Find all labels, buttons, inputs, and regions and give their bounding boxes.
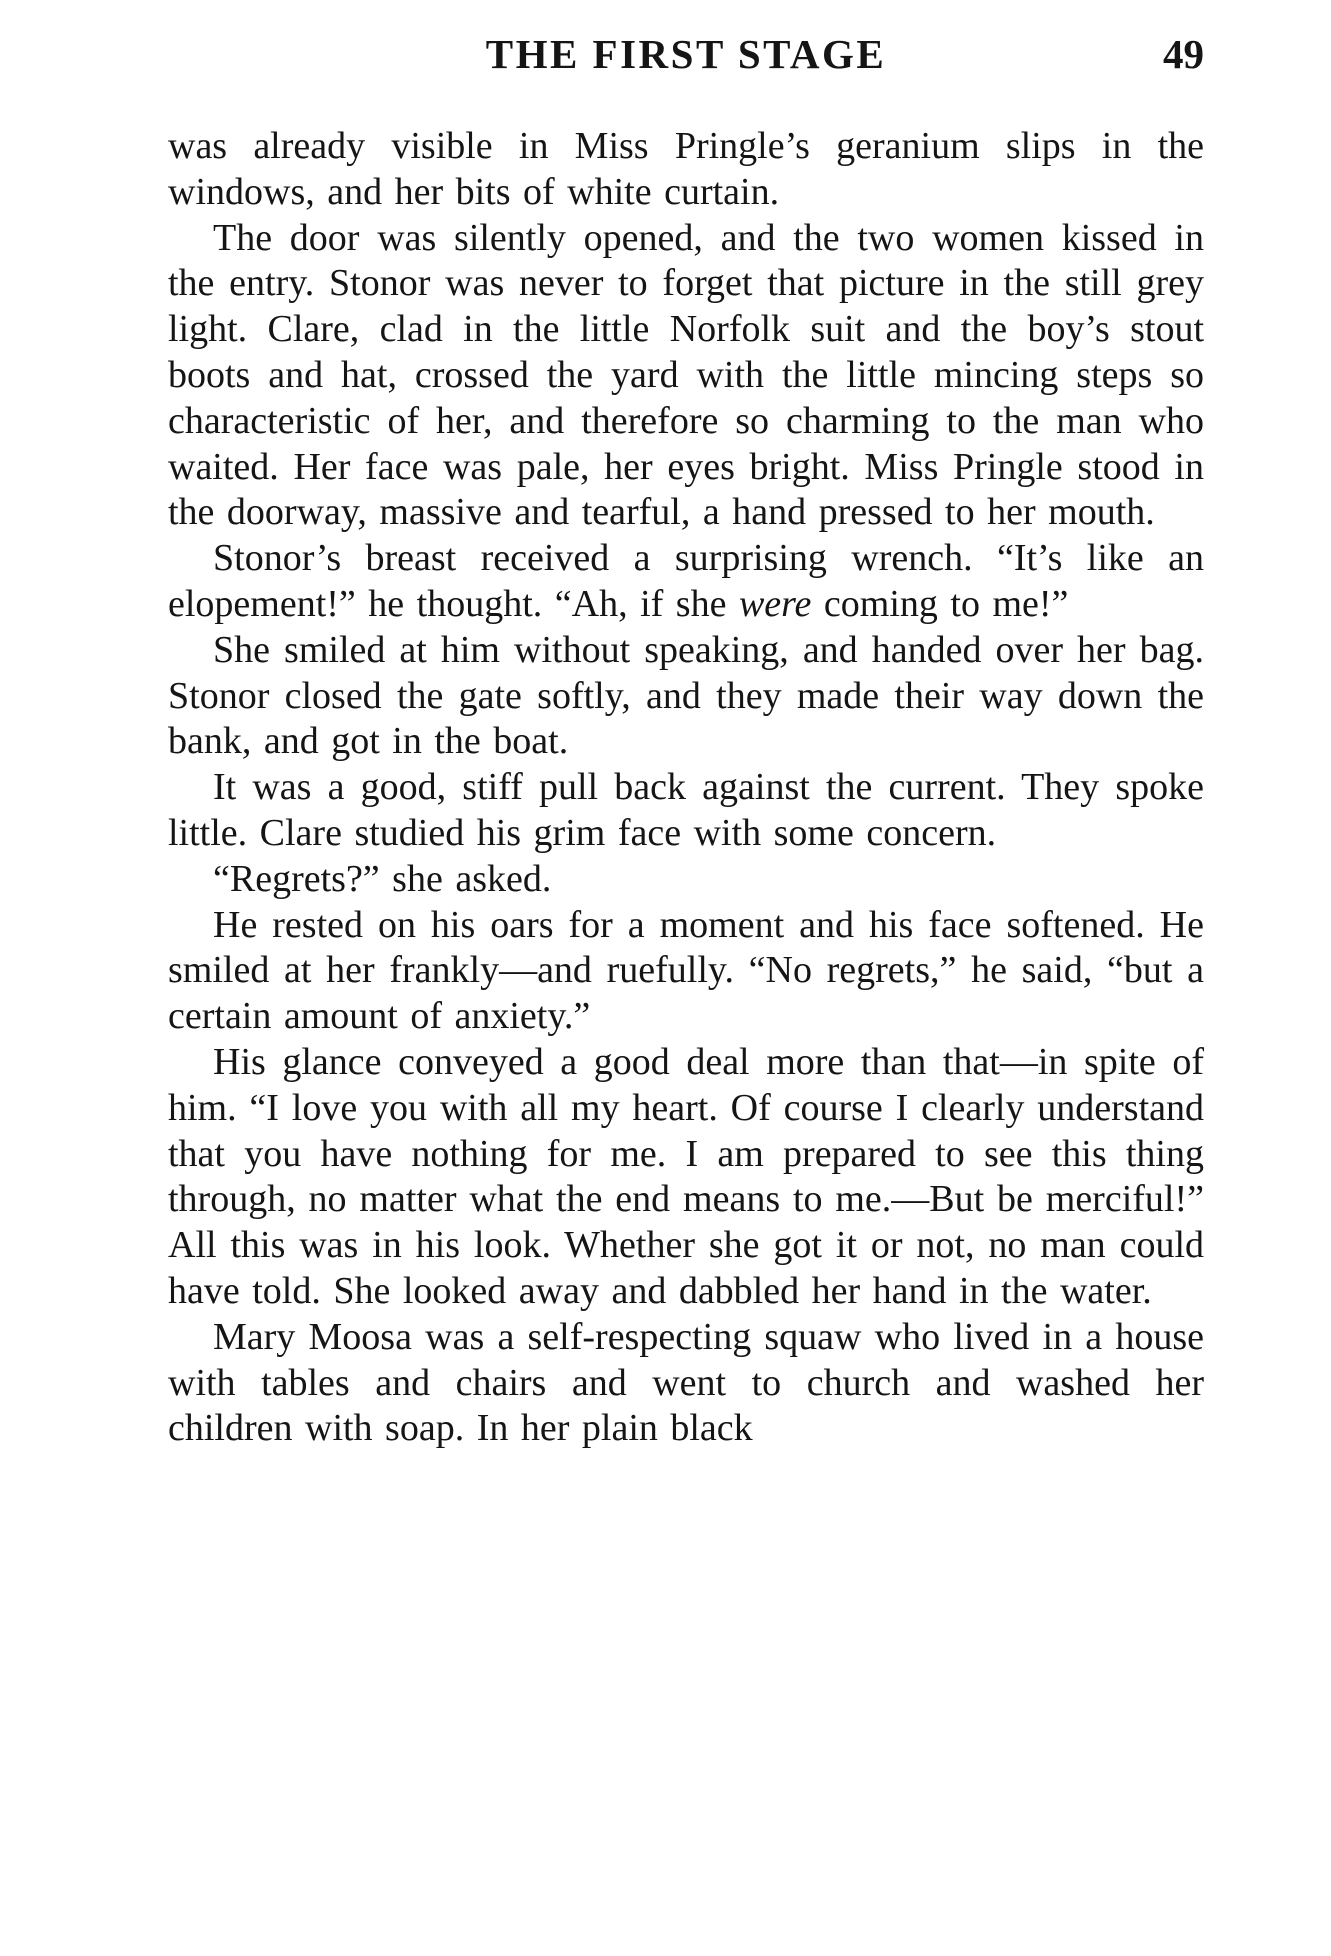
body-text [168, 124, 1204, 1452]
paragraph-elopement [168, 536, 1204, 628]
paragraph: Mary Moosa was a self-respecting squaw who lived in a house with tables and chairs and went to church and washed her children with soap. In her plain black [168, 1315, 1204, 1450]
page-header [168, 28, 1204, 88]
page-number: 49 [1163, 31, 1204, 77]
emphasis-text: were [738, 582, 812, 625]
paragraph: She smiled at him without speaking, and handed over her bag. Stonor closed the gate softly, and they made their way down the bank, and got in the boat. [168, 628, 1204, 763]
paragraph: He rested on his oars for a moment and his face softened. He smiled at her frankly—and ruefully. “No regrets,” he said, “but a certain amount of anxiety.” [168, 903, 1204, 1038]
paragraph: His glance conveyed a good deal more than that—in spite of him. “I love you with all my heart. Of course I clearly understand that you have nothing for me. I am prepared to see this thing through, no matter what the end means to me.—But be merciful!” All this was in his look. Whether she got it or not, no man could have told. She looked away and dabbled her hand in the water. [168, 1040, 1204, 1312]
paragraph-continued: was already visible in Miss Pringle’s geranium slips in the windows, and her bits of white curtain. [168, 125, 1204, 213]
paragraph: The door was silently opened, and the two women kissed in the entry. Stonor was never to forget that picture in the still grey light. Clare, clad in the little Norfolk suit and the boy’s stout boots and hat, crossed the yard with the little mincing steps so characteristic of her, and therefore so charming to the man who waited. Her face was pale, her eyes bright. Miss Pringle stood in the doorway, massive and tearful, a hand pressed to her mouth. [168, 216, 1204, 534]
paragraph: It was a good, stiff pull back against the current. They spoke little. Clare studied his grim face with some concern. [168, 766, 1204, 854]
paragraph-dialogue: “Regrets?” she asked. [213, 857, 552, 900]
running-title: THE FIRST STAGE [485, 31, 887, 77]
paragraph-text: coming to me!” [811, 582, 1069, 625]
paragraph-text: Stonor’s breast received a surprising wrench. “It’s like an elopement!” he thought. “Ah, if she [168, 537, 1204, 625]
